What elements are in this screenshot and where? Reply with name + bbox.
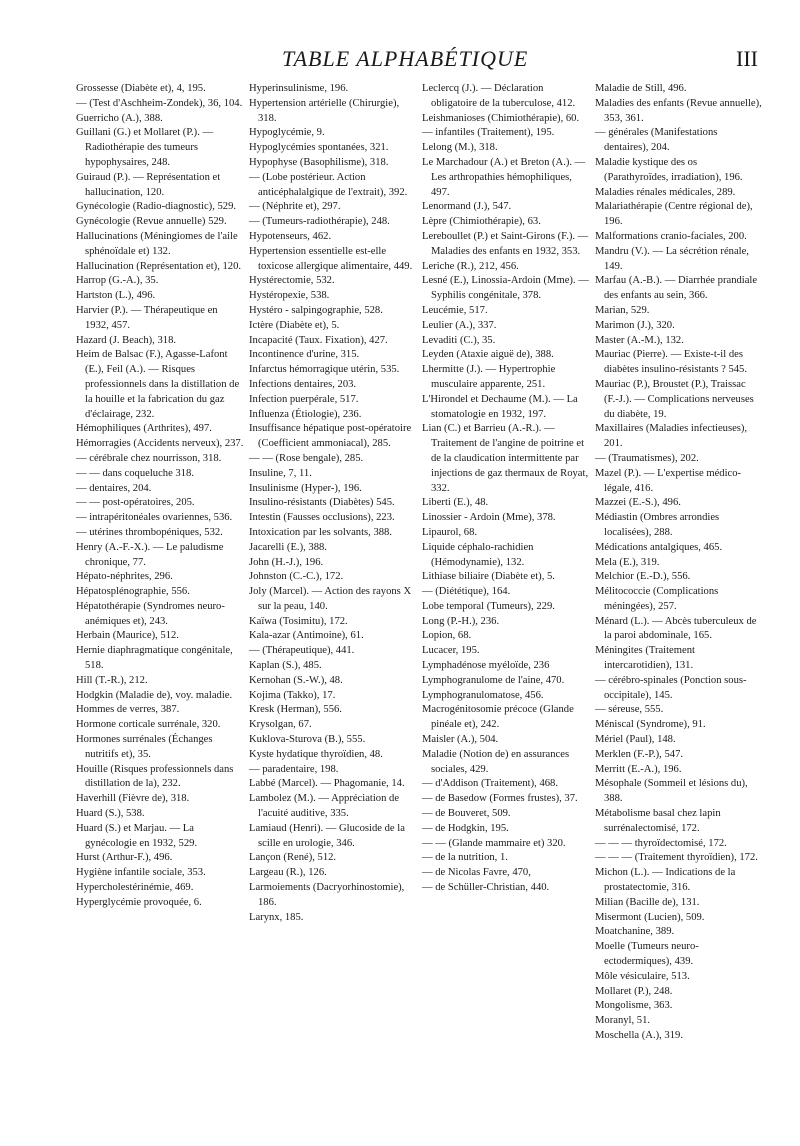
- index-entry: Lymphadénose myéloïde, 236: [422, 660, 550, 672]
- index-entry: — (Thérapeutique), 441.: [249, 645, 355, 657]
- index-entry: Henry (A.-F.-X.). — Le paludisme chronique, 77.: [76, 541, 224, 568]
- index-entry: Ménard (L.). — Abcès tuberculeux de la paroi abdominale, 165.: [595, 615, 757, 642]
- index-entry: Hystéropexie, 538.: [249, 290, 330, 302]
- index-entry: Mela (E.), 319.: [595, 556, 660, 568]
- index-entry: L'Hirondel et Dechaume (M.). — La stomatologie en 1932, 197.: [422, 393, 578, 420]
- index-entry: Linossier - Ardoin (Mme), 378.: [422, 512, 556, 524]
- index-entry: — — dans coqueluche 318.: [76, 467, 194, 479]
- index-entry: Hygiène infantile sociale, 353.: [76, 867, 206, 879]
- index-entry: Leclercq (J.). — Déclaration obligatoire de la tuberculose, 412.: [422, 83, 576, 109]
- index-entry: Malformations cranio-faciales, 200.: [595, 230, 747, 242]
- index-entry: — — — thyroïdectomisé, 172.: [595, 837, 727, 849]
- index-entry: Insulinisme (Hyper-), 196.: [249, 482, 362, 494]
- index-entry: Leulier (A.), 337.: [422, 319, 497, 331]
- index-entry: Maladies des enfants (Revue annuelle), 353, 361.: [595, 97, 762, 124]
- index-entry: Hépatothérapie (Syndromes neuro-anémiques et), 243.: [76, 600, 225, 627]
- index-entry: Mésophale (Sommeil et lésions du), 388.: [595, 778, 748, 805]
- index-entry: — de Nicolas Favre, 470,: [422, 867, 531, 879]
- index-entry: — générales (Manifestations dentaires), 204.: [595, 127, 718, 154]
- index-entry: — de la nutrition, 1.: [422, 852, 508, 864]
- index-entry: Mauriac (Pierre). — Existe-t-il des diabètes insulino-résistants ? 545.: [595, 349, 747, 376]
- index-entry: Jacarelli (E.), 388.: [249, 541, 327, 553]
- index-entry: Lereboullet (P.) et Saint-Girons (F.). — Maladies des enfants en 1932, 353.: [422, 230, 589, 257]
- index-entry: Méniscal (Syndrome), 91.: [595, 719, 706, 731]
- index-entry: Malariathérapie (Centre régional de), 196.: [595, 201, 753, 228]
- index-columns: [76, 82, 766, 1132]
- index-entry: Intestin (Fausses occlusions), 223.: [249, 512, 395, 524]
- index-entry: Méningites (Traitement intercarotidien), 131.: [595, 645, 695, 672]
- index-entry: Maisler (A.), 504.: [422, 734, 499, 746]
- index-entry: Hystéro - salpingographie, 528.: [249, 304, 383, 316]
- index-entry: Moatchanine, 389.: [595, 926, 675, 938]
- index-entry: Médications antalgiques, 465.: [595, 541, 723, 553]
- index-entry: Lhermitte (J.). — Hypertrophie musculaire apparente, 251.: [422, 364, 556, 390]
- index-entry: Lesné (E.), Linossia-Ardoin (Mme). — Syphilis congénitale, 378.: [422, 275, 589, 302]
- index-entry: Marimon (J.), 320.: [595, 319, 675, 331]
- index-entry: Long (P.-H.), 236.: [422, 615, 500, 627]
- index-entry: Ictère (Diabète et), 5.: [249, 319, 340, 331]
- index-entry: Hémorragies (Accidents nerveux), 237.: [76, 438, 244, 450]
- index-entry: Moschella (A.), 319.: [595, 1030, 683, 1041]
- index-entry: Hyperinsulinisme, 196.: [249, 83, 349, 94]
- index-entry: Médiastin (Ombres arrondies localisées), 288.: [595, 512, 720, 538]
- index-entry: — (Test d'Aschheim-Zondek), 36, 104.: [76, 97, 243, 109]
- index-column-3: [422, 82, 590, 896]
- index-entry: Herbain (Maurice), 512.: [76, 630, 179, 642]
- index-entry: Lambolez (M.). — Appréciation de l'acuité auditive, 335.: [249, 793, 400, 820]
- index-entry: Huard (S.), 538.: [76, 808, 145, 820]
- index-entry: Misermont (Lucien), 509.: [595, 911, 705, 923]
- index-entry: Lenormand (J.), 547.: [422, 201, 512, 213]
- index-entry: Incapacité (Taux. Fixation), 427.: [249, 334, 388, 346]
- index-entry: Intoxication par les solvants, 388.: [249, 526, 392, 538]
- index-entry: Hallucinations (Méningiomes de l'aile sphénoïdale et) 132.: [76, 230, 238, 257]
- index-entry: — cérébro-spinales (Ponction sous-occipitale), 145.: [595, 674, 747, 701]
- index-entry: Hazard (J. Beach), 318.: [76, 334, 177, 346]
- index-entry: Insuffisance hépatique post-opératoire (Coefficient ammoniacal), 285.: [249, 423, 412, 450]
- index-entry: Grossesse (Diabète et), 4, 195.: [76, 83, 206, 94]
- index-entry: — cérébrale chez nourrisson, 318.: [76, 452, 222, 464]
- index-entry: — utérines thrombopéniques, 532.: [76, 526, 223, 538]
- index-entry: Lymphogranulome de l'aine, 470.: [422, 674, 565, 686]
- index-entry: — de Basedow (Formes frustes), 37.: [422, 793, 578, 805]
- index-entry: — (Néphrite et), 297.: [249, 201, 341, 213]
- index-entry: Mazzei (E.-S.), 496.: [595, 497, 681, 509]
- index-entry: Harrop (G.-A.), 35.: [76, 275, 159, 287]
- index-entry: Maladie kystique des os (Parathyroïdes, irradiation), 196.: [595, 156, 743, 183]
- index-entry: Hormones surrénales (Échanges nutritifs et), 35.: [76, 734, 213, 760]
- index-entry: John (H.-J.), 196.: [249, 556, 324, 568]
- index-entry: Heim de Balsac (F.), Agasse-Lafont (E.), Feil (A.). — Risques professionnels dans la distillation de la houille et la fabrication du gaz d'éclairage, 232.: [76, 349, 240, 420]
- index-entry: Labbé (Marcel). — Phagomanie, 14.: [249, 778, 405, 790]
- index-entry: — paradentaire, 198.: [249, 763, 339, 775]
- index-column-4: [595, 82, 763, 1044]
- page-header: [0, 42, 800, 78]
- index-entry: — intrapéritonéales ovariennes, 536.: [76, 512, 233, 524]
- index-entry: Hépatosplénographie, 556.: [76, 586, 190, 598]
- index-entry: Métabolisme basal chez lapin surrénalectomisé, 172.: [595, 808, 721, 834]
- index-entry: Master (A.-M.), 132.: [595, 334, 684, 346]
- index-entry: Leriche (R.), 212, 456.: [422, 260, 519, 272]
- index-entry: Liberti (E.), 48.: [422, 497, 489, 509]
- index-entry: — — post-opératoires, 205.: [76, 497, 195, 509]
- index-entry: Moranyl, 51.: [595, 1015, 651, 1027]
- index-entry: Hommes de verres, 387.: [76, 704, 180, 716]
- index-entry: Hill (T.-R.), 212.: [76, 674, 148, 686]
- index-entry: Houille (Risques professionnels dans distillation de la), 232.: [76, 763, 234, 790]
- index-entry: Lian (C.) et Barrieu (A.-R.). — Traitement de l'angine de poitrine et de la claudication intermittente par injections de gaz thermaux de Royat, 332.: [422, 423, 589, 494]
- index-entry: Infections dentaires, 203.: [249, 378, 357, 390]
- index-entry: Gynécologie (Revue annuelle) 529.: [76, 216, 227, 228]
- index-entry: Levaditi (C.), 35.: [422, 334, 496, 346]
- index-entry: Joly (Marcel). — Action des rayons X sur la peau, 140.: [249, 586, 412, 612]
- index-entry: — infantiles (Traitement), 195.: [422, 127, 555, 139]
- index-entry: Môle vésiculaire, 513.: [595, 970, 690, 982]
- index-entry: Hypoglycémies spontanées, 321.: [249, 142, 389, 154]
- index-entry: Infarctus hémorragique utérin, 535.: [249, 364, 400, 376]
- index-entry: Krysolgan, 67.: [249, 719, 312, 731]
- index-entry: — — — (Traitement thyroïdien), 172.: [595, 852, 758, 864]
- index-entry: Kojima (Takko), 17.: [249, 689, 336, 701]
- index-entry: Liquide céphalo-rachidien (Hémodynamie), 132.: [422, 541, 534, 568]
- index-entry: Influenza (Étiologie), 236.: [249, 408, 362, 420]
- index-entry: Lopion, 68.: [422, 630, 472, 642]
- index-entry: — d'Addison (Traitement), 468.: [422, 778, 558, 790]
- index-column-1: [76, 82, 244, 911]
- index-entry: Kernohan (S.-W.), 48.: [249, 674, 343, 686]
- index-entry: Kuklova-Sturova (B.), 555.: [249, 734, 366, 746]
- index-entry: Hépato-néphrites, 296.: [76, 571, 173, 583]
- index-entry: Insulino-résistants (Diabètes) 545.: [249, 497, 395, 509]
- index-entry: Marfau (A.-B.). — Diarrhée prandiale des enfants au sein, 366.: [595, 275, 758, 302]
- index-entry: Johnston (C.-C.), 172.: [249, 571, 344, 583]
- index-entry: Hémophiliques (Arthrites), 497.: [76, 423, 212, 435]
- index-entry: Marian, 529.: [595, 304, 650, 316]
- index-entry: Hypertension artérielle (Chirurgie), 318.: [249, 97, 400, 124]
- index-entry: — de Bouveret, 509.: [422, 808, 511, 820]
- index-entry: Hypercholestérinémie, 469.: [76, 882, 194, 894]
- index-entry: Guiraud (P.). — Représentation et hallucination, 120.: [76, 171, 221, 198]
- index-entry: — (Traumatismes), 202.: [595, 452, 699, 464]
- index-entry: Lamiaud (Henri). — Glucoside de la scille en urologie, 346.: [249, 822, 405, 849]
- index-entry: — dentaires, 204.: [76, 482, 152, 494]
- index-entry: Hypertension essentielle est-elle toxicose allergique alimentaire, 449.: [249, 245, 413, 272]
- index-entry: — séreuse, 555.: [595, 704, 664, 716]
- index-entry: Haverhill (Fièvre de), 318.: [76, 793, 190, 805]
- index-entry: Guerricho (A.), 388.: [76, 112, 163, 124]
- index-entry: — — (Rose bengale), 285.: [249, 452, 364, 464]
- index-entry: Lymphogranulomatose, 456.: [422, 689, 544, 701]
- page-number: III: [736, 46, 758, 71]
- index-entry: Mauriac (P.), Broustet (P.), Traissac (F.-J.). — Complications nerveuses du diabète, 19.: [595, 378, 754, 420]
- index-entry: Maladie de Still, 496.: [595, 83, 687, 94]
- index-entry: Larynx, 185.: [249, 911, 304, 923]
- index-entry: Lithiase biliaire (Diabète et), 5.: [422, 571, 555, 583]
- index-entry: Mollaret (P.), 248.: [595, 985, 673, 997]
- index-entry: Hypoglycémie, 9.: [249, 127, 325, 139]
- index-entry: Lèpre (Chimiothérapie), 63.: [422, 216, 541, 228]
- index-entry: Lucacer, 195.: [422, 645, 480, 657]
- page-title: TABLE ALPHABÉTIQUE: [282, 46, 529, 71]
- index-entry: Milian (Bacille de), 131.: [595, 896, 700, 908]
- index-entry: Macrogénitosomie précoce (Glande pinéale et), 242.: [422, 704, 574, 731]
- index-entry: Moelle (Tumeurs neuro-ectodermiques), 439.: [595, 941, 699, 968]
- index-entry: Insuline, 7, 11.: [249, 467, 312, 479]
- index-entry: Hyperglycémie provoquée, 6.: [76, 896, 202, 908]
- index-entry: — (Tumeurs-radiothérapie), 248.: [249, 216, 390, 228]
- index-entry: Mongolisme, 363.: [595, 1000, 673, 1012]
- index-entry: Lipaurol, 68.: [422, 526, 478, 538]
- index-entry: Merklen (F.-P.), 547.: [595, 748, 684, 760]
- index-entry: Infection puerpérale, 517.: [249, 393, 359, 405]
- index-entry: Kresk (Herman), 556.: [249, 704, 342, 716]
- index-entry: Maladies rénales médicales, 289.: [595, 186, 736, 198]
- index-entry: Huard (S.) et Marjau. — La gynécologie en 1932, 529.: [76, 822, 198, 849]
- index-entry: Merritt (E.-A.), 196.: [595, 763, 682, 775]
- index-entry: Maladie (Notion de) en assurances sociales, 429.: [422, 748, 570, 775]
- index-entry: Kyste hydatique thyroïdien, 48.: [249, 748, 383, 760]
- index-entry: Incontinence d'urine, 315.: [249, 349, 360, 361]
- index-entry: Hodgkin (Maladie de), voy. maladie.: [76, 689, 233, 701]
- index-entry: — de Schüller-Christian, 440.: [422, 882, 550, 894]
- index-entry: Hypotenseurs, 462.: [249, 230, 332, 242]
- index-entry: — de Hodgkin, 195.: [422, 822, 509, 834]
- index-entry: — (Diététique), 164.: [422, 586, 511, 598]
- index-entry: Hurst (Arthur-F.), 496.: [76, 852, 173, 864]
- index-entry: Melchior (E.-D.), 556.: [595, 571, 691, 583]
- index-entry: Hypophyse (Basophilisme), 318.: [249, 156, 389, 168]
- index-entry: Gynécologie (Radio-diagnostic), 529.: [76, 201, 237, 213]
- index-entry: Le Marchadour (A.) et Breton (A.). — Les arthropathies hémophiliques, 497.: [422, 156, 586, 198]
- index-entry: Hernie diaphragmatique congénitale, 518.: [76, 645, 233, 672]
- index-entry: — — (Glande mammaire et) 320.: [422, 837, 566, 849]
- index-entry: Leyden (Ataxie aiguë de), 388.: [422, 349, 554, 361]
- index-entry: Larmoiements (Dacryorhinostomie), 186.: [249, 882, 405, 908]
- index-entry: Maxillaires (Maladies infectieuses), 201.: [595, 423, 748, 450]
- index-entry: Mazel (P.). — L'expertise médico-légale, 416.: [595, 467, 742, 494]
- index-entry: Hystérectomie, 532.: [249, 275, 335, 287]
- index-entry: Michon (L.). — Indications de la prostatectomie, 316.: [595, 867, 736, 894]
- index-entry: Harvier (P.). — Thérapeutique en 1932, 457.: [76, 304, 218, 331]
- index-entry: Hallucination (Représentation et), 120.: [76, 260, 242, 272]
- index-entry: Leishmanioses (Chimiothérapie), 60.: [422, 112, 580, 124]
- index-entry: Kaplan (S.), 485.: [249, 660, 322, 672]
- index-entry: Largeau (R.), 126.: [249, 867, 327, 879]
- index-entry: Mandru (V.). — La sécrétion rénale, 149.: [595, 245, 749, 272]
- index-entry: Kala-azar (Antimoine), 61.: [249, 630, 364, 642]
- index-entry: — (Lobe postérieur. Action anticéphalalgique de l'extrait), 392.: [249, 171, 408, 198]
- index-entry: Lançon (René), 512.: [249, 852, 337, 864]
- index-entry: Kaïwa (Tosimitu), 172.: [249, 615, 348, 627]
- index-entry: Mériel (Paul), 148.: [595, 734, 676, 746]
- index-entry: Lelong (M.), 318.: [422, 142, 498, 154]
- index-entry: Leucémie, 517.: [422, 304, 488, 316]
- index-entry: Guillani (G.) et Mollaret (P.). — Radiothérapie des tumeurs hypophysaires, 248.: [76, 127, 214, 168]
- index-column-2: [249, 82, 417, 925]
- index-entry: Mélitococcie (Complications méningées), 257.: [595, 586, 719, 612]
- index-entry: Lobe temporal (Tumeurs), 229.: [422, 600, 555, 612]
- index-entry: Hartston (L.), 496.: [76, 290, 156, 302]
- index-entry: Hormone corticale surrénale, 320.: [76, 719, 221, 731]
